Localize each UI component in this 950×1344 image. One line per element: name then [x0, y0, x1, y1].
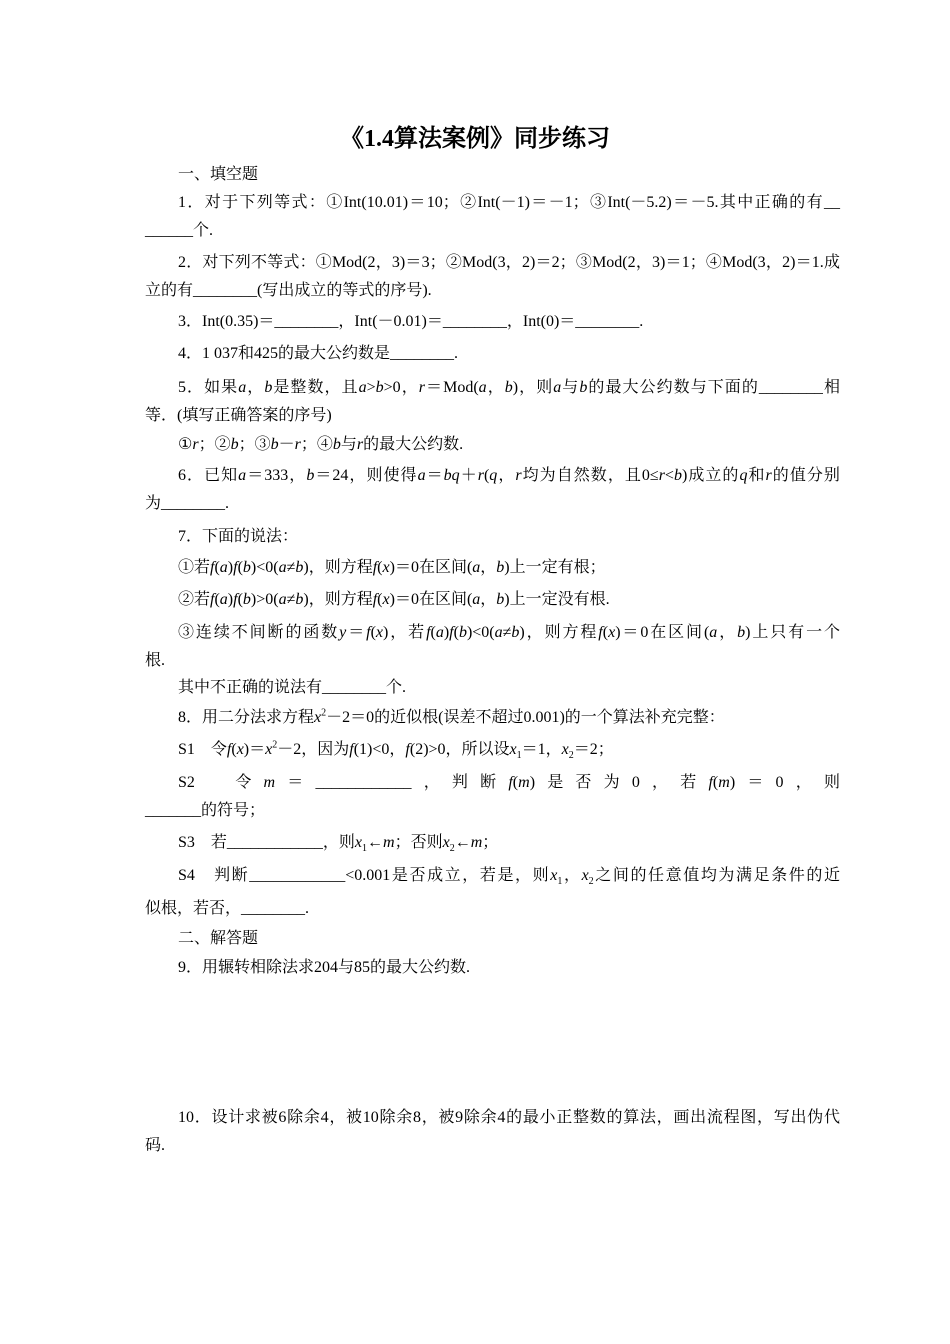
- question-5-line-1: 5．如果a，b是整数，且a>b>0，r＝Mod(a，b)，则a与b的最大公约数与下面的________相: [178, 379, 840, 396]
- question-6-line-1: 6．已知a＝333，b＝24，则使得a＝bq＋r(q，r均为自然数，且0≤r<b)成立的q和r的值分别: [178, 467, 840, 484]
- question-7-statement-3-cont: 根.: [145, 652, 166, 669]
- question-8-head: 8．用二分法求方程$x^2-2=0$的近似根(误差不超过0.001)的一个算法补充完整：: [178, 707, 725, 726]
- question-2-line-2: 立的有________(写出成立的等式的序号).: [145, 282, 432, 299]
- question-1-line-1: 1．对于下列等式：①Int(10.01)＝10；②Int(－1)＝－1；③Int(－5.2)＝－5.其中正确的有__: [178, 194, 840, 211]
- question-6-line-2: 为________.: [145, 495, 230, 512]
- question-3: 3．Int(0.35)＝________，Int(－0.01)＝________，Int(0)＝________.: [178, 313, 644, 330]
- page-title: 《1.4算法案例》同步练习: [340, 126, 610, 152]
- question-10-line-2: 码.: [145, 1137, 166, 1154]
- question-7-statement-2: ②若f(a)f(b)>0(a≠b)，则方程f(x)＝0在区间(a，b)上一定没有根.: [178, 591, 610, 608]
- question-5-options: ①r；②b；③b－r；④b与r的最大公约数.: [178, 436, 464, 453]
- question-8-step-s4-line-1: S4 判断____________<0.001是否成立，若是，则$x_1$，$x_2$之间的任意值均为满足条件的近: [178, 867, 840, 888]
- question-8-step-s2-line-2: _______的符号；: [145, 802, 266, 819]
- section-heading-answer: 二、解答题: [178, 930, 259, 947]
- question-1-line-2: ______个.: [145, 222, 214, 239]
- question-8-step-s3: S3 若____________，则$x_1\leftarrow m$；否则$x_2\leftarrow m$；: [178, 834, 499, 855]
- question-4: 4．1 037和425的最大公约数是________.: [178, 345, 459, 362]
- question-8-step-s1: S1 令$f(x)=x^2-2$，因为f(1)<0，f(2)>0，所以设$x_1=1$，$x_2=2$；: [178, 739, 614, 762]
- question-7-tail: 其中不正确的说法有________个.: [178, 679, 407, 696]
- question-7-statement-1: ①若f(a)f(b)<0(a≠b)，则方程f(x)＝0在区间(a，b)上一定有根；: [178, 559, 606, 576]
- section-heading-fill-blank: 一、填空题: [178, 166, 259, 183]
- question-5-line-2: 等．(填写正确答案的序号): [145, 407, 332, 424]
- question-8-step-s4-line-2: 似根，若否，________.: [145, 900, 310, 917]
- question-7-statement-3: ③连续不间断的函数y＝f(x)，若f(a)f(b)<0(a≠b)，则方程f(x)＝0在区间(a，b)上只有一个: [178, 624, 840, 641]
- question-7-head: 7．下面的说法：: [178, 528, 299, 545]
- question-9: 9．用辗转相除法求204与85的最大公约数.: [178, 959, 471, 976]
- question-10-line-1: 10．设计求被6除余4，被10除余8，被9除余4的最小正整数的算法，画出流程图，写出伪代: [178, 1109, 840, 1126]
- question-8-step-s2-line-1: S2 令m＝____________，判断f(m)是否为0，若f(m)＝0，则: [178, 774, 840, 791]
- question-2-line-1: 2．对下列不等式：①Mod(2，3)＝3；②Mod(3，2)＝2；③Mod(2，3)＝1；④Mod(3，2)＝1.成: [178, 254, 840, 271]
